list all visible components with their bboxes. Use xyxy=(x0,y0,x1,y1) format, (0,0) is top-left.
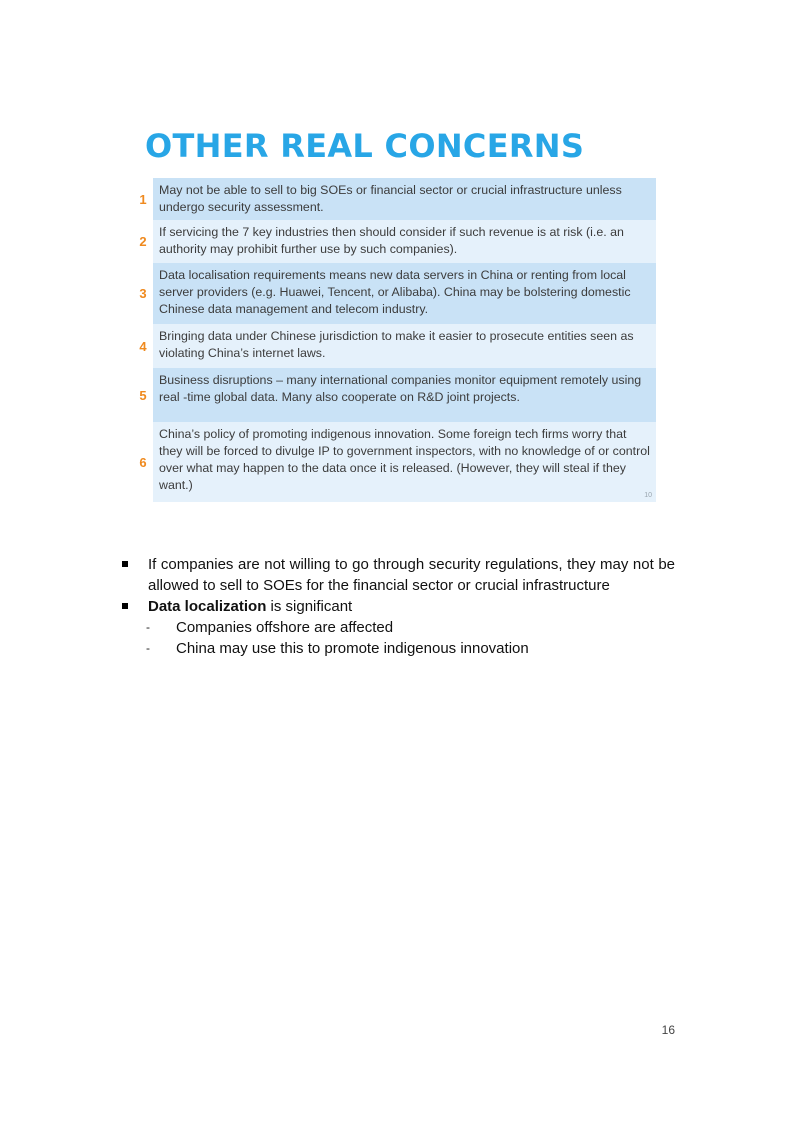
slide-title: OTHER REAL CONCERNS xyxy=(145,127,585,165)
row-number: 3 xyxy=(139,286,147,301)
slide-number: 10 xyxy=(644,492,652,499)
bullet-text: is significant xyxy=(266,598,353,615)
dash-marker: - xyxy=(146,641,150,655)
row-number: 6 xyxy=(139,454,147,470)
concerns-table xyxy=(133,178,656,502)
sub-item-text: Companies offshore are affected xyxy=(176,619,394,636)
sub-item-text: China may use this to promote indigenous innovation xyxy=(176,640,529,657)
row-text: Bringing data under Chinese jurisdiction to make it easier to prosecute entities seen as violating China’s internet laws. xyxy=(153,324,656,368)
square-bullet-icon xyxy=(122,561,128,567)
list-item xyxy=(120,554,675,596)
bullet-bold-text: Data localization xyxy=(148,598,267,615)
table-row xyxy=(133,422,656,502)
row-number: 4 xyxy=(139,338,147,354)
table-row xyxy=(133,220,656,263)
page-number: 16 xyxy=(661,1023,675,1037)
row-number: 2 xyxy=(139,234,147,249)
table-row xyxy=(133,178,656,220)
bullet-text: If companies are not willing to go through security regulations, they may not be allowed to sell to SOEs for the financial sector or crucial infrastructure xyxy=(148,556,675,594)
sub-list-item xyxy=(120,638,675,659)
row-text: China’s policy of promoting indigenous innovation. Some foreign tech firms worry that they will be forced to divulge IP to government inspectors, with no knowledge of or control over what may happen to the data once it is released. (However, they will steal if they want.) xyxy=(153,422,656,502)
bullet-list xyxy=(120,554,675,659)
table-row xyxy=(133,263,656,324)
dash-marker: - xyxy=(146,620,150,634)
table-row xyxy=(133,324,656,368)
square-bullet-icon xyxy=(122,603,128,609)
row-number: 1 xyxy=(139,191,147,207)
row-number: 5 xyxy=(139,387,147,403)
row-text: Business disruptions – many international companies monitor equipment remotely using real -time global data. Many also cooperate on R&D joint projects. xyxy=(153,368,656,422)
sub-list-item xyxy=(120,617,675,638)
list-item xyxy=(120,596,675,617)
row-text: Data localisation requirements means new data servers in China or renting from local server providers (e.g. Huawei, Tencent, or Alibaba). China may be bolstering domestic Chinese data management and telecom industry. xyxy=(153,263,656,324)
row-text: If servicing the 7 key industries then should consider if such revenue is at risk (i.e. an authority may prohibit further use by such companies). xyxy=(153,220,656,263)
slide-image xyxy=(133,118,663,510)
table-row xyxy=(133,368,656,422)
row-text: May not be able to sell to big SOEs or financial sector or crucial infrastructure unless undergo security assessment. xyxy=(153,178,656,220)
